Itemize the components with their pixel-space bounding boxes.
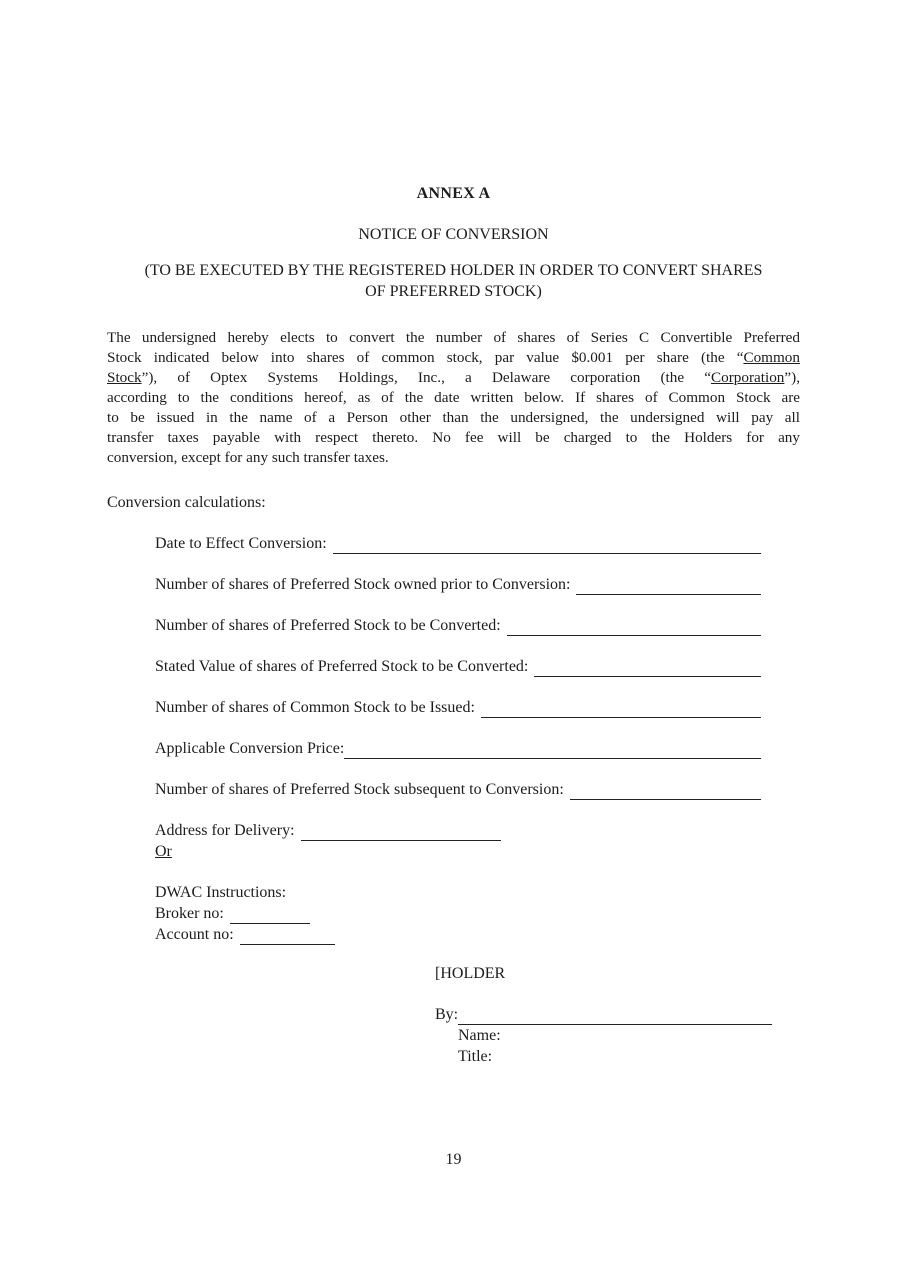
field-date-to-effect-conversion	[155, 533, 761, 554]
blank-line	[481, 700, 761, 718]
intro-line-2	[107, 348, 800, 368]
field-common-stock-issued	[155, 697, 761, 718]
dwac-heading: DWAC Instructions:	[155, 884, 287, 901]
field-label: Number of shares of Preferred Stock subsequent to Conversion:	[155, 781, 564, 798]
signature-line	[458, 1007, 772, 1025]
by-label: By:	[435, 1006, 459, 1023]
intro-line-2-text: Stock indicated below into shares of common stock, par value $0.001 per share (the “	[107, 349, 744, 366]
holder-label: [HOLDER	[435, 965, 506, 982]
field-label: Date to Effect Conversion:	[155, 535, 327, 552]
subtitle-line-2: OF PREFERRED STOCK)	[365, 283, 542, 300]
field-stated-value	[155, 656, 761, 677]
blank-line	[534, 659, 761, 677]
defined-term-corporation: Corporation	[710, 369, 785, 386]
intro-line-6: transfer taxes payable with respect thereto. No fee will be charged to the Holders for any	[107, 429, 800, 446]
address-delivery-group	[155, 820, 800, 862]
account-label: Account no:	[155, 926, 234, 943]
blank-line	[507, 618, 761, 636]
blank-line	[333, 536, 761, 554]
account-row	[155, 924, 800, 945]
address-label: Address for Delivery:	[155, 822, 295, 839]
broker-row	[155, 903, 800, 924]
signature-block	[435, 963, 800, 1067]
defined-term-common: Common	[743, 349, 800, 366]
intro-line-1: The undersigned hereby elects to convert the number of shares of Series C Convertible Preferred	[107, 329, 800, 346]
field-label: Number of shares of Preferred Stock to be Converted:	[155, 617, 501, 634]
intro-line-3-text: ”), of Optex Systems Holdings, Inc., a Delaware corporation (the “	[141, 369, 711, 386]
broker-label: Broker no:	[155, 905, 224, 922]
conversion-calculations-heading: Conversion calculations:	[107, 494, 266, 511]
by-row	[435, 1004, 772, 1025]
dwac-instructions-group	[155, 882, 800, 945]
defined-term-stock: Stock	[107, 369, 142, 386]
notice-title: NOTICE OF CONVERSION	[358, 226, 549, 243]
field-shares-subsequent	[155, 779, 761, 800]
field-label: Applicable Conversion Price:	[155, 740, 345, 757]
or-label: Or	[155, 843, 172, 860]
name-label: Name:	[458, 1027, 501, 1044]
blank-line	[576, 577, 761, 595]
blank-line	[570, 782, 761, 800]
blank-line	[240, 927, 335, 945]
intro-line-4: according to the conditions hereof, as of the date written below. If shares of Common Stock are	[107, 389, 800, 406]
intro-line-3	[107, 368, 800, 388]
annex-heading: ANNEX A	[416, 185, 491, 202]
blank-line	[344, 741, 761, 759]
blank-line	[301, 823, 501, 841]
intro-paragraph	[107, 328, 800, 468]
field-shares-to-be-converted	[155, 615, 761, 636]
field-conversion-price	[155, 738, 761, 759]
address-for-delivery-row	[155, 820, 800, 841]
field-shares-owned-prior	[155, 574, 761, 595]
intro-line-5: to be issued in the name of a Person other than the undersigned, the undersigned will pay all	[107, 409, 800, 426]
field-label: Number of shares of Common Stock to be Issued:	[155, 699, 475, 716]
intro-line-7: conversion, except for any such transfer taxes.	[107, 449, 389, 466]
blank-line	[230, 906, 310, 924]
title-label: Title:	[458, 1048, 493, 1065]
page-number: 19	[445, 1151, 462, 1168]
field-label: Number of shares of Preferred Stock owned prior to Conversion:	[155, 576, 571, 593]
field-label: Stated Value of shares of Preferred Stock to be Converted:	[155, 658, 529, 675]
intro-line-3-end: ”),	[784, 369, 800, 386]
execution-subtitle	[107, 260, 800, 302]
subtitle-line-1: (TO BE EXECUTED BY THE REGISTERED HOLDER IN ORDER TO CONVERT SHARES	[144, 262, 763, 279]
